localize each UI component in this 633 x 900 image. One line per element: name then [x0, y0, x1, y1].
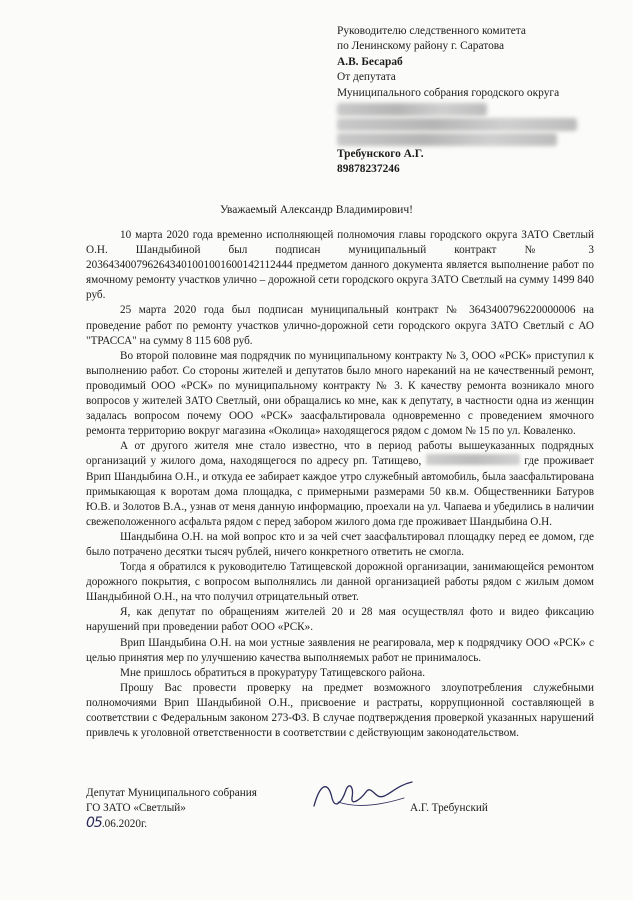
addressee-name: А.В. Бесараб — [337, 55, 403, 68]
addressee-line-2: по Ленинскому району г. Саратова — [337, 40, 505, 53]
sender-name: Требунского А.Г. — [337, 148, 424, 161]
paragraph: Я, как депутат по обращениям жителей 20 и 28 мая осуществлял фото и видео фиксацию нарушений при проведении работ ООО «РСК». — [86, 606, 594, 634]
paragraph: Мне пришлось обратиться в прокуратуру Татищевского района. — [120, 666, 426, 679]
redacted-text — [337, 103, 487, 116]
redacted-text — [337, 118, 577, 131]
sender-org: Муниципального собрания городского округа — [337, 86, 560, 99]
paragraph: 10 марта 2020 года временно исполняющей полномочия главы городского округа ЗАТО Светлый О.Н. Шандыбиной был подписан муниципальный контракт № 3 2036434007962643401001001600142112444 предметом данного документа является выполнение работ по ямочному ремонту участков улично – дорожной сети городского округа ЗАТО Светлый на сумму 1499 840 руб. — [86, 229, 594, 302]
addressee-block — [337, 24, 627, 178]
sender-phone: 89878237246 — [337, 163, 400, 176]
addressee-line-1: Руководителю следственного комитета — [337, 25, 526, 37]
paragraph: Тогда я обратился к руководителю Татищевской дорожной организации, занимающейся ремонтом дорожного покрытия, с вопросом выполнялись ли данной организацией работы рядом с жилым домом Шандыбиной О.Н., на что получил отрицательный ответ. — [86, 561, 594, 604]
paragraph: Врип Шандыбина О.Н. на мои устные заявления не реагировала, мер к подрядчику ООО «РСК» с целью принятия мер по улучшению качества выполняемых работ не принималось. — [86, 636, 594, 664]
paragraph: Во второй половине мая подрядчик по муниципальному контракту № 3, ООО «РСК» приступил к выполнению работ. Со стороны жителей и депутатов было много нареканий на не качественный ремонт, проводимый ООО «РСК» по муниципальному контракту № 3. К качеству ремонта возникало много вопросов у жителей ЗАТО Светлый, они обращались ко мне, как к депутату, в частности одна из женщин задалась вопросом почему ООО «РСК» заасфальтировала одновременно с проведением ямочного ремонта территорию вокруг магазина «Околица» находящегося рядом с домом № 15 по ул. Коваленко. — [86, 349, 594, 438]
paragraph: 25 марта 2020 года был подписан муниципальный контракт № 3643400796220000006 на проведение работ по ремонту участков улично-дорожной сети городского округа ЗАТО Светлый с АО "ТРАССА" на сумму 8 115 608 руб. — [86, 304, 594, 347]
signature-title-2: ГО ЗАТО «Светлый» — [86, 802, 186, 814]
paragraph: Прошу Вас провести проверку на предмет возможного злоупотребления служебными полномочиями Врип Шандыбиной О.Н., присвоение и растраты, коррупционной составляющей в соответствии с Федеральным законом 273-ФЗ. В случае подтверждения проверкой указанных нарушений привлечь к уголовной ответственности в соответствии с действующим законодательством. — [86, 681, 594, 740]
paragraph-part: А от другого жителя мне стало известно, что в период работы вышеуказанных подрядных организаций у жилого дома, находящегося по адресу рп. Татищево, — [86, 440, 594, 468]
paragraph-with-redaction — [86, 439, 594, 530]
paragraph-part: где проживает Врип Шандыбина О.Н., и откуда ее забирает каждое утро служебный автомобиль, была заасфальтирована примыкающая к воротам дома площадка, с примерными размерами 50 кв.м. Общественники Батуров Ю.В. и Золотов В.А., узнав от меня данную информацию, проехали на ул. Чапаева и убедились в наличии свежеположенного асфальта рядом с перед забором жилого дома где проживает Шандыбина О.Н. — [86, 455, 595, 528]
redacted-address — [426, 454, 520, 465]
sender-from: От депутата — [337, 71, 396, 84]
date-rest: .06.2020г. — [101, 818, 148, 830]
letter-body — [86, 228, 594, 741]
redacted-text — [337, 133, 557, 146]
salutation: Уважаемый Александр Владимирович! — [219, 203, 414, 216]
paragraph: Шандыбина О.Н. на мой вопрос кто и за чей счет заасфальтировал площадку перед ее домом, где было потрачено десятки тысяч рублей, ничего конкретного ответить не смогла. — [86, 530, 594, 558]
signature-date — [86, 816, 147, 832]
signature-block — [86, 786, 606, 831]
handwritten-signature — [308, 772, 418, 816]
signature-name: А.Г. Требунский — [410, 802, 488, 814]
handwritten-day: 05 — [86, 815, 102, 831]
signature-title-1: Депутат Муниципального собрания — [86, 787, 257, 799]
